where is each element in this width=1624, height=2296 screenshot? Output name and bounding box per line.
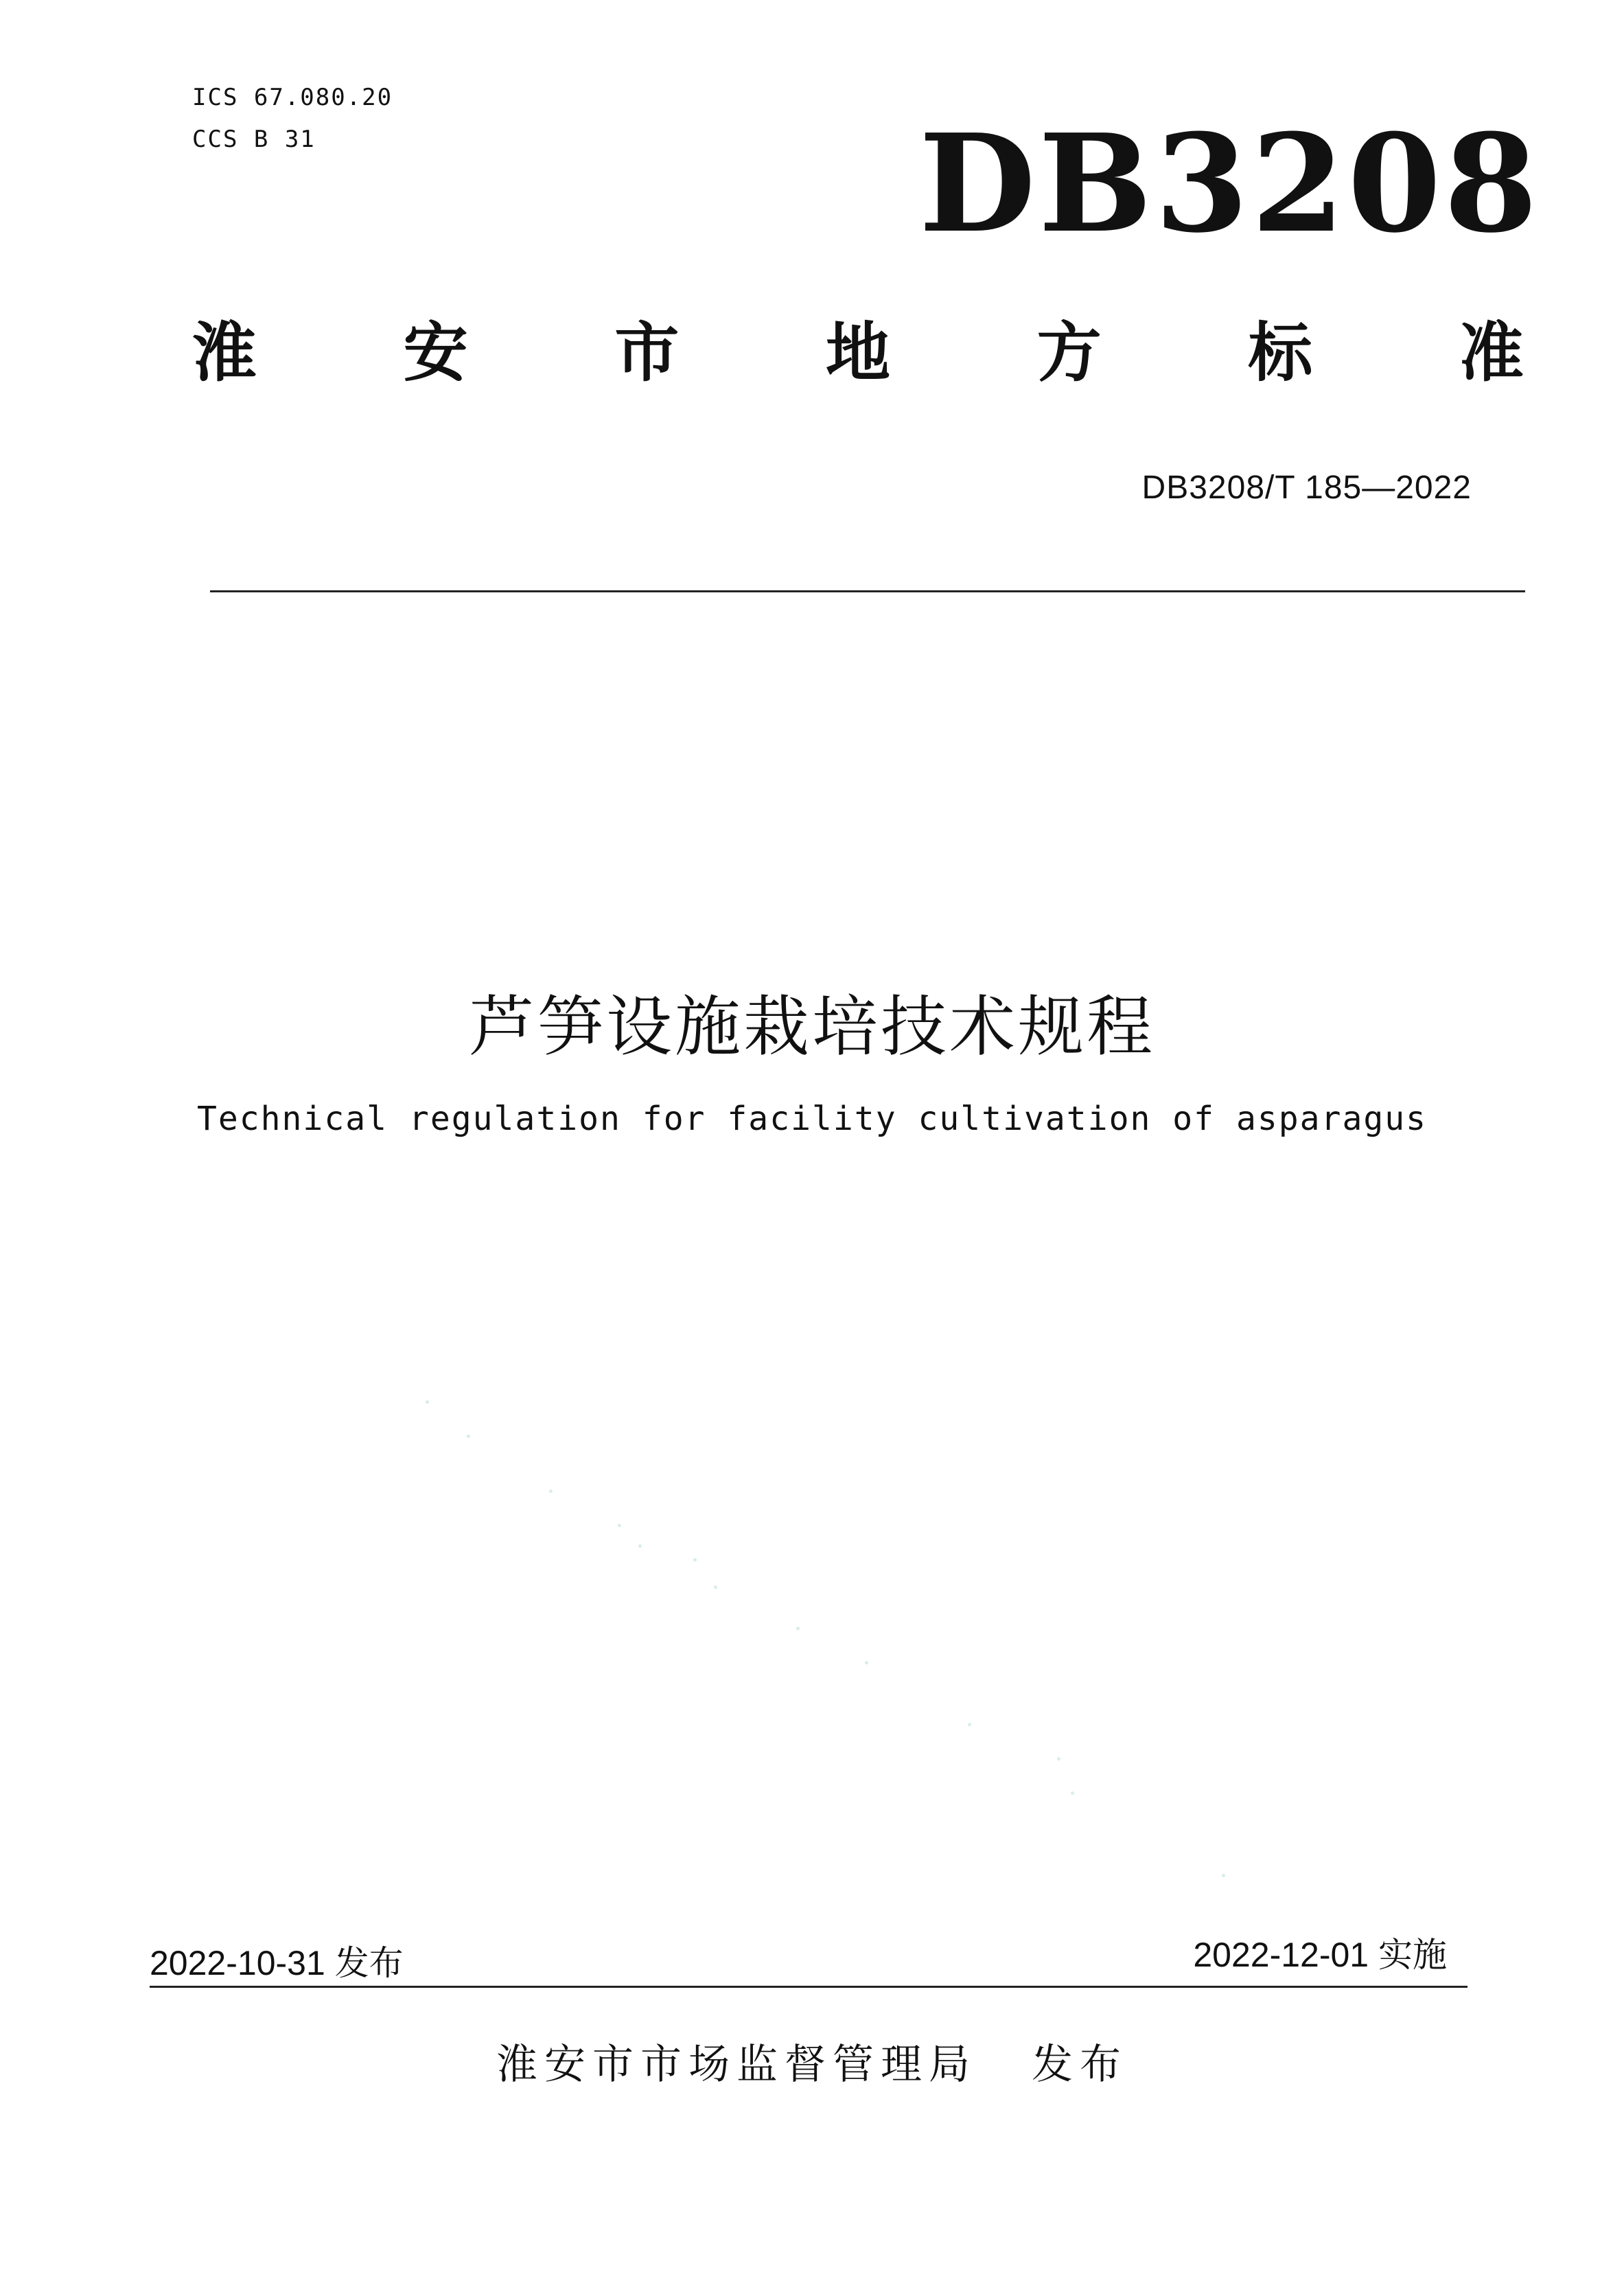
document-title-english: Technical regulation for facility cultivation of asparagus <box>196 1100 1428 1138</box>
top-divider <box>210 590 1525 592</box>
ics-code: ICS 67.080.20 <box>192 84 393 111</box>
standard-type-char: 标 <box>1248 316 1313 391</box>
standard-type-char: 安 <box>403 316 468 391</box>
standard-type-char: 市 <box>614 316 680 391</box>
implementation-date: 2022-12-01 实施 <box>1193 1936 1447 1974</box>
standard-type-char: 淮 <box>192 316 257 391</box>
standard-type-char: 地 <box>825 316 890 391</box>
publisher-name: 淮安市市场监督管理局 <box>496 2041 977 2089</box>
standard-type-char: 准 <box>1459 316 1524 391</box>
bottom-divider <box>150 1986 1468 1988</box>
publisher-line <box>0 2032 1624 2091</box>
publisher-action: 发布 <box>1032 2041 1128 2089</box>
standard-number: DB3208/T 185—2022 <box>1141 469 1472 506</box>
issue-date: 2022-10-31 发布 <box>150 1944 404 1982</box>
document-title-chinese: 芦笋设施栽培技术规程 <box>469 988 1155 1065</box>
ccs-code: CCS B 31 <box>192 126 316 153</box>
standard-type-heading <box>192 316 1524 391</box>
standard-mark: DB3208 <box>918 105 1540 263</box>
standard-type-char: 方 <box>1036 316 1102 391</box>
